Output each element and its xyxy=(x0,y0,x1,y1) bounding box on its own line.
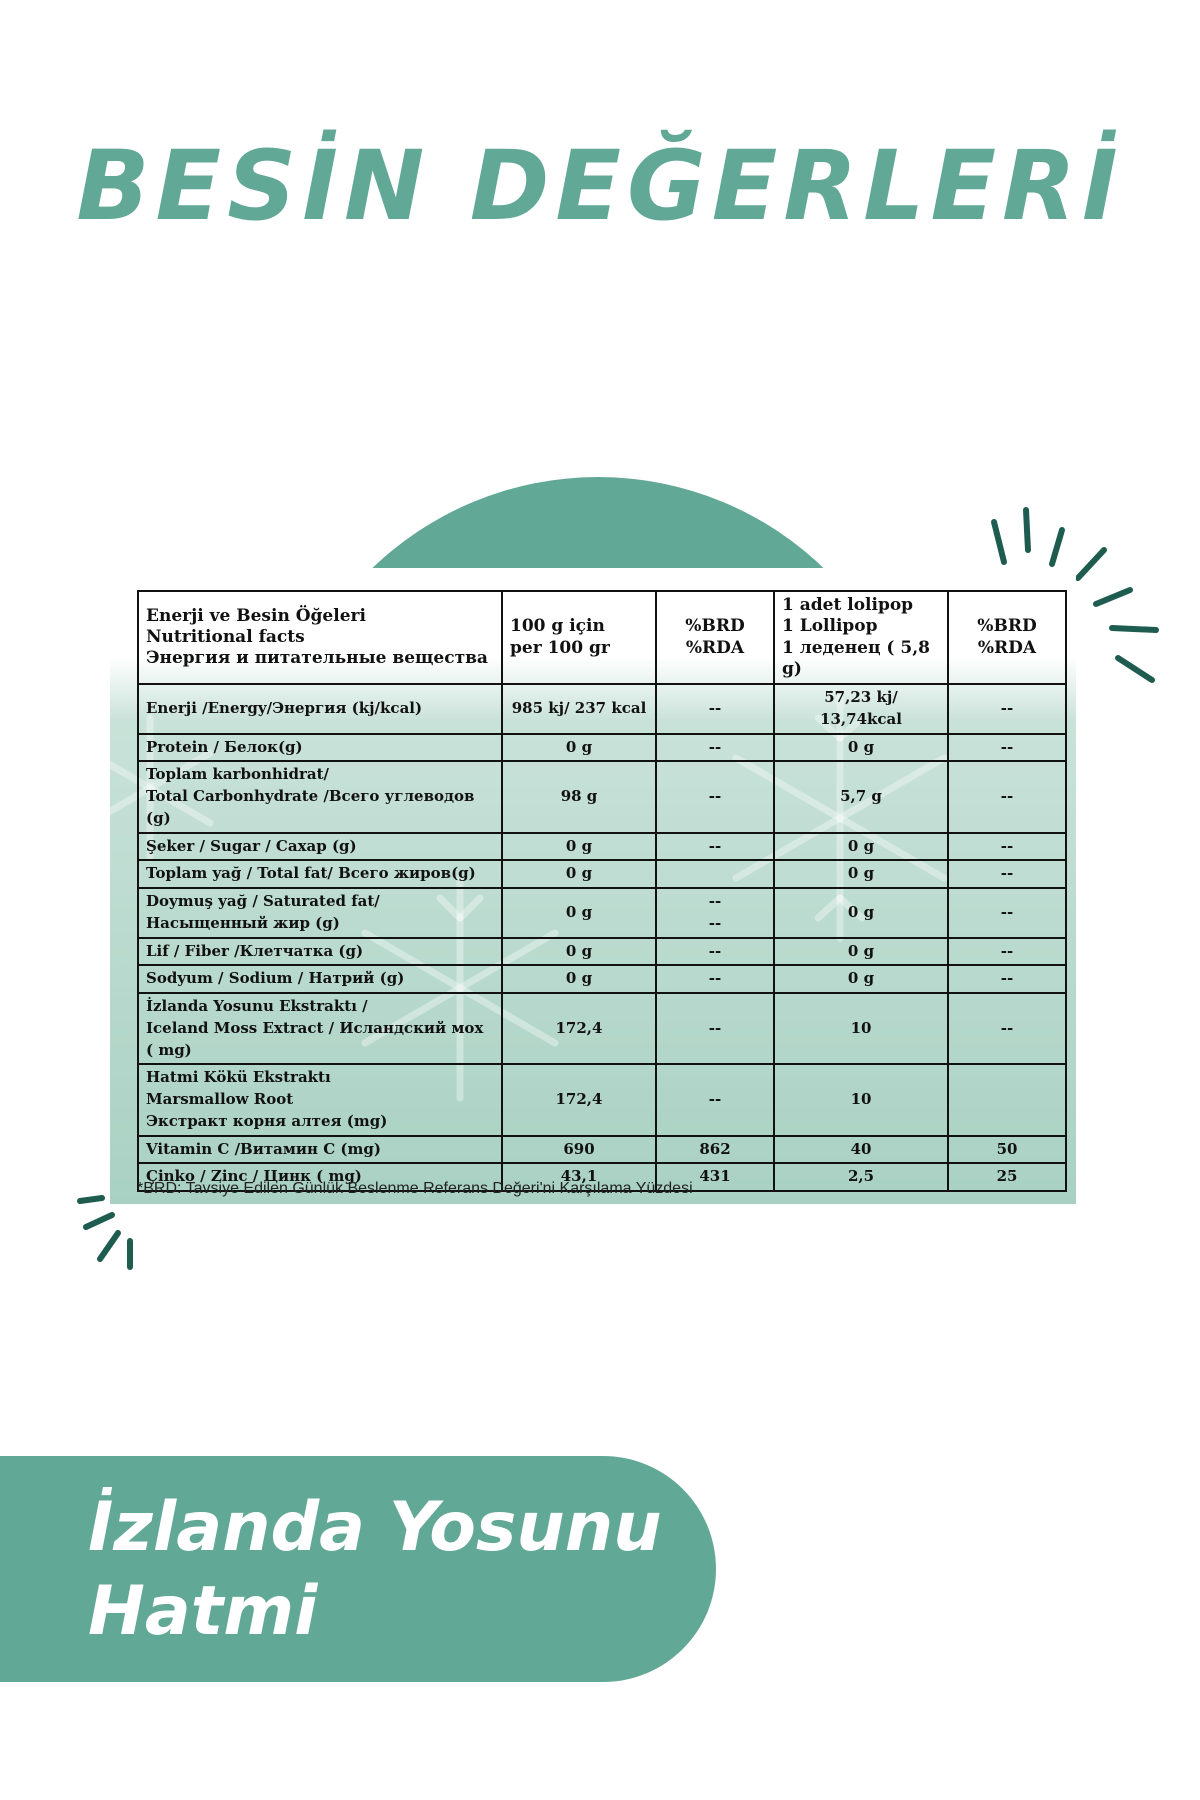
nutrient-label: Lif / Fiber /Клетчатка (g) xyxy=(138,938,502,966)
table-row xyxy=(138,734,1066,762)
rda-per-100g: -- -- xyxy=(656,888,774,938)
rda-per-lollipop: -- xyxy=(948,965,1066,993)
value-per-100g: 172,4 xyxy=(502,1064,656,1135)
nutrient-label: Protein / Белок(g) xyxy=(138,734,502,762)
value-per-lollipop: 0 g xyxy=(774,833,948,861)
rda-per-lollipop: -- xyxy=(948,888,1066,938)
nutrient-label: Enerji /Energy/Энергия (kj/kcal) xyxy=(138,684,502,734)
nutrient-label: İzlanda Yosunu Ekstraktı / Iceland Moss Extract / Исландский мох ( mg) xyxy=(138,993,502,1064)
value-per-100g: 172,4 xyxy=(502,993,656,1064)
header-rda-lollipop: %BRD %RDA xyxy=(948,591,1066,684)
nutrient-label: Toplam karbonhidrat/ Total Carbonhydrate /Всего углеводов (g) xyxy=(138,761,502,832)
nutrient-label: Çinko / Zinc / Цинк ( mg) xyxy=(138,1163,502,1191)
rda-per-100g: 431 xyxy=(656,1163,774,1191)
rda-per-100g: -- xyxy=(656,993,774,1064)
rda-per-100g xyxy=(656,860,774,888)
banner-line: Hatmi xyxy=(88,1572,318,1651)
value-per-lollipop: 0 g xyxy=(774,938,948,966)
rda-per-lollipop: 25 xyxy=(948,1163,1066,1191)
table-row xyxy=(138,993,1066,1064)
value-per-lollipop: 57,23 kj/ 13,74kcal xyxy=(774,684,948,734)
nutrient-label: Sodyum / Sodium / Натрий (g) xyxy=(138,965,502,993)
table-row xyxy=(138,938,1066,966)
value-per-100g: 0 g xyxy=(502,860,656,888)
value-per-100g: 0 g xyxy=(502,938,656,966)
value-per-100g: 98 g xyxy=(502,761,656,832)
rda-per-lollipop xyxy=(948,1064,1066,1135)
rda-per-lollipop: -- xyxy=(948,938,1066,966)
value-per-lollipop: 10 xyxy=(774,993,948,1064)
value-per-100g: 985 kj/ 237 kcal xyxy=(502,684,656,734)
rda-per-100g: -- xyxy=(656,761,774,832)
value-per-lollipop: 0 g xyxy=(774,734,948,762)
rda-per-100g: 862 xyxy=(656,1136,774,1164)
table-row xyxy=(138,833,1066,861)
rda-per-100g: -- xyxy=(656,965,774,993)
rda-per-lollipop: -- xyxy=(948,684,1066,734)
rda-per-100g: -- xyxy=(656,938,774,966)
value-per-100g: 690 xyxy=(502,1136,656,1164)
banner-line: İzlanda Yosunu xyxy=(88,1488,662,1567)
nutrient-label: Hatmi Kökü Ekstraktı Marsmallow Root Экстракт корня алтея (mg) xyxy=(138,1064,502,1135)
value-per-lollipop: 5,7 g xyxy=(774,761,948,832)
nutrient-label: Şeker / Sugar / Сахар (g) xyxy=(138,833,502,861)
value-per-lollipop: 0 g xyxy=(774,860,948,888)
rda-per-100g: -- xyxy=(656,833,774,861)
value-per-lollipop: 10 xyxy=(774,1064,948,1135)
header-nutrient: Enerji ve Besin Öğeleri Nutritional facts Энергия и питательные вещества xyxy=(138,591,502,684)
nutrient-label: Toplam yağ / Total fat/ Всего жиров(g) xyxy=(138,860,502,888)
header-rda-100g: %BRD %RDA xyxy=(656,591,774,684)
rda-per-100g: -- xyxy=(656,1064,774,1135)
table-header-row xyxy=(138,591,1066,684)
value-per-100g: 0 g xyxy=(502,734,656,762)
nutrition-label-panel xyxy=(110,568,1076,1204)
nutrition-table xyxy=(137,590,1067,1192)
nutrient-label: Doymuş yağ / Saturated fat/ Насыщенный жир (g) xyxy=(138,888,502,938)
nutrient-label: Vitamin C /Витамин С (mg) xyxy=(138,1136,502,1164)
value-per-lollipop: 0 g xyxy=(774,888,948,938)
rda-per-lollipop: -- xyxy=(948,833,1066,861)
value-per-lollipop: 40 xyxy=(774,1136,948,1164)
value-per-100g: 0 g xyxy=(502,888,656,938)
rda-per-100g: -- xyxy=(656,734,774,762)
value-per-100g: 0 g xyxy=(502,833,656,861)
page-title: BESİN DEĞERLERİ xyxy=(76,130,1124,242)
header-per-100g: 100 g için per 100 gr xyxy=(502,591,656,684)
value-per-100g: 43,1 xyxy=(502,1163,656,1191)
footnote: *BRD: Tavsiye Edilen Günlük Beslenme Referans Değeri'ni Karşılama Yüzdesi xyxy=(137,1180,693,1197)
rda-per-lollipop: -- xyxy=(948,734,1066,762)
table-row xyxy=(138,888,1066,938)
banner-text xyxy=(88,1486,662,1654)
table-row xyxy=(138,860,1066,888)
table-row xyxy=(138,1064,1066,1135)
value-per-100g: 0 g xyxy=(502,965,656,993)
rda-per-lollipop: -- xyxy=(948,761,1066,832)
table-row xyxy=(138,684,1066,734)
rda-per-lollipop: -- xyxy=(948,993,1066,1064)
value-per-lollipop: 2,5 xyxy=(774,1163,948,1191)
table-row xyxy=(138,965,1066,993)
product-banner xyxy=(0,1456,716,1682)
value-per-lollipop: 0 g xyxy=(774,965,948,993)
rda-per-lollipop: 50 xyxy=(948,1136,1066,1164)
table-row xyxy=(138,1136,1066,1164)
header-per-lollipop: 1 adet lolipop 1 Lollipop 1 леденец ( 5,8 g) xyxy=(774,591,948,684)
rda-per-100g: -- xyxy=(656,684,774,734)
table-row xyxy=(138,761,1066,832)
rda-per-lollipop: -- xyxy=(948,860,1066,888)
